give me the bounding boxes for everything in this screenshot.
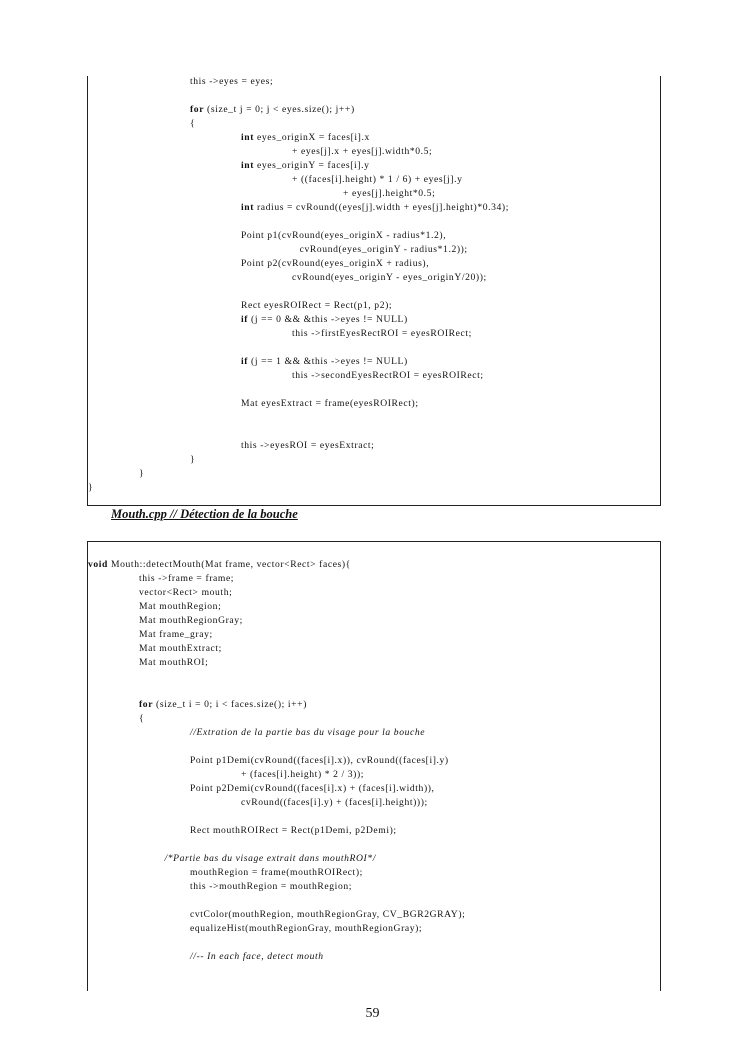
code-line <box>292 272 487 284</box>
code-line <box>139 468 144 480</box>
code-text: mouthRegion = frame(mouthROIRect); <box>190 867 363 878</box>
code-listing-mouth <box>87 541 661 991</box>
code-text: this ->eyesROI = eyesExtract; <box>241 440 375 451</box>
code-text: { <box>190 118 196 129</box>
code-text: eyes_originX = faces[i].x <box>254 132 370 143</box>
code-listing-eyes <box>87 76 661 506</box>
code-line <box>139 657 208 669</box>
code-line <box>241 769 364 781</box>
code-line <box>241 398 419 410</box>
code-text: this ->eyes = eyes; <box>190 76 274 87</box>
code-line <box>241 160 370 172</box>
code-line <box>190 951 324 963</box>
code-line <box>190 454 195 466</box>
code-text: { <box>139 713 145 724</box>
code-text: + (faces[i].height) * 2 / 3)); <box>241 769 365 780</box>
code-text: Mouth::detectMouth(Mat frame, vector<Rect> faces){ <box>108 559 351 570</box>
code-line <box>139 629 213 641</box>
code-line <box>139 615 243 627</box>
code-line <box>241 440 374 452</box>
code-text: cvRound((faces[i].y) + (faces[i].height))); <box>241 797 428 808</box>
code-line <box>300 244 468 256</box>
code-keyword: if <box>241 356 249 367</box>
code-line <box>190 909 465 921</box>
code-line <box>139 573 234 585</box>
code-text: Mat eyesExtract = frame(eyesROIRect); <box>241 398 419 409</box>
code-text: cvRound(eyes_originY - eyes_originY/20)); <box>292 272 487 283</box>
code-text: } <box>88 482 94 493</box>
code-keyword: int <box>241 132 254 143</box>
code-line <box>190 727 425 739</box>
code-text: Mat mouthRegion; <box>139 601 222 612</box>
code-line <box>241 132 370 144</box>
code-line <box>241 356 408 368</box>
page-number: 59 <box>365 1006 380 1021</box>
code-text: + eyes[j].x + eyes[j].width*0.5; <box>292 146 433 157</box>
code-comment: /*Partie bas du visage extrait dans mouthROI*/ <box>164 853 376 864</box>
code-text: Point p2Demi(cvRound((faces[i].x) + (faces[i].width)), <box>190 783 435 794</box>
code-text: (size_t i = 0; i < faces.size(); i++) <box>153 699 307 710</box>
code-text: Mat mouthExtract; <box>139 643 222 654</box>
code-line <box>190 76 273 88</box>
code-comment: //Extration de la partie bas du visage pour la bouche <box>190 727 426 738</box>
code-text: Mat mouthROI; <box>139 657 209 668</box>
code-text: equalizeHist(mouthRegionGray, mouthRegionGray); <box>190 923 423 934</box>
code-line <box>139 601 221 613</box>
code-line <box>139 643 222 655</box>
code-text: Mat mouthRegionGray; <box>139 615 243 626</box>
code-line <box>190 825 397 837</box>
code-text: this ->frame = frame; <box>139 573 235 584</box>
code-line <box>292 146 432 158</box>
code-text: cvRound(eyes_originY - radius*1.2)); <box>299 244 468 255</box>
code-line <box>241 202 509 214</box>
code-line <box>190 867 363 879</box>
code-line <box>88 482 93 494</box>
code-comment: //-- In each face, detect mouth <box>190 951 324 962</box>
code-text: + eyes[j].height*0.5; <box>343 188 436 199</box>
code-text: Rect mouthROIRect = Rect(p1Demi, p2Demi); <box>190 825 397 836</box>
code-text: cvtColor(mouthRegion, mouthRegionGray, CV_BGR2GRAY); <box>190 909 466 920</box>
code-line <box>292 370 484 382</box>
code-line <box>139 713 144 725</box>
code-line <box>88 559 351 571</box>
code-line <box>292 174 462 186</box>
code-line <box>190 755 449 767</box>
code-text: this ->firstEyesRectROI = eyesROIRect; <box>292 328 472 339</box>
code-keyword: for <box>139 699 154 710</box>
code-line <box>292 328 472 340</box>
listing-caption: Mouth.cpp // Détection de la bouche <box>111 507 298 521</box>
code-text: (j == 0 && &this ->eyes != NULL) <box>248 314 408 325</box>
code-line <box>343 188 435 200</box>
code-line <box>241 230 446 242</box>
code-line <box>241 314 408 326</box>
code-text: Point p1(cvRound(eyes_originX - radius*1.2), <box>241 230 447 241</box>
code-text: vector<Rect> mouth; <box>139 587 233 598</box>
code-keyword: for <box>190 104 205 115</box>
code-line <box>241 300 392 312</box>
code-text: Point p1Demi(cvRound((faces[i].x)), cvRound((faces[i].y) <box>190 755 449 766</box>
code-text: (j == 1 && &this ->eyes != NULL) <box>248 356 408 367</box>
code-line <box>190 923 422 935</box>
code-keyword: int <box>241 202 254 213</box>
code-line <box>190 104 355 116</box>
code-keyword: void <box>88 559 108 570</box>
code-text: + ((faces[i].height) * 1 / 6) + eyes[j].y <box>292 174 463 185</box>
code-line <box>139 699 307 711</box>
code-text: this ->secondEyesRectROI = eyesROIRect; <box>292 370 484 381</box>
code-line <box>165 853 376 865</box>
code-line <box>190 881 352 893</box>
code-line <box>190 783 435 795</box>
code-keyword: int <box>241 160 254 171</box>
code-text: (size_t j = 0; j < eyes.size(); j++) <box>204 104 355 115</box>
code-line <box>241 797 428 809</box>
code-line <box>241 258 429 270</box>
code-text: eyes_originY = faces[i].y <box>254 160 370 171</box>
code-text: this ->mouthRegion = mouthRegion; <box>190 881 353 892</box>
code-line <box>139 587 232 599</box>
code-text: } <box>190 454 196 465</box>
code-text: radius = cvRound((eyes[j].width + eyes[j].height)*0.34); <box>254 202 509 213</box>
code-text: Rect eyesROIRect = Rect(p1, p2); <box>241 300 393 311</box>
code-text: Mat frame_gray; <box>139 629 213 640</box>
code-text: } <box>139 468 145 479</box>
code-keyword: if <box>241 314 249 325</box>
code-text: Point p2(cvRound(eyes_originX + radius), <box>241 258 430 269</box>
code-line <box>190 118 195 130</box>
